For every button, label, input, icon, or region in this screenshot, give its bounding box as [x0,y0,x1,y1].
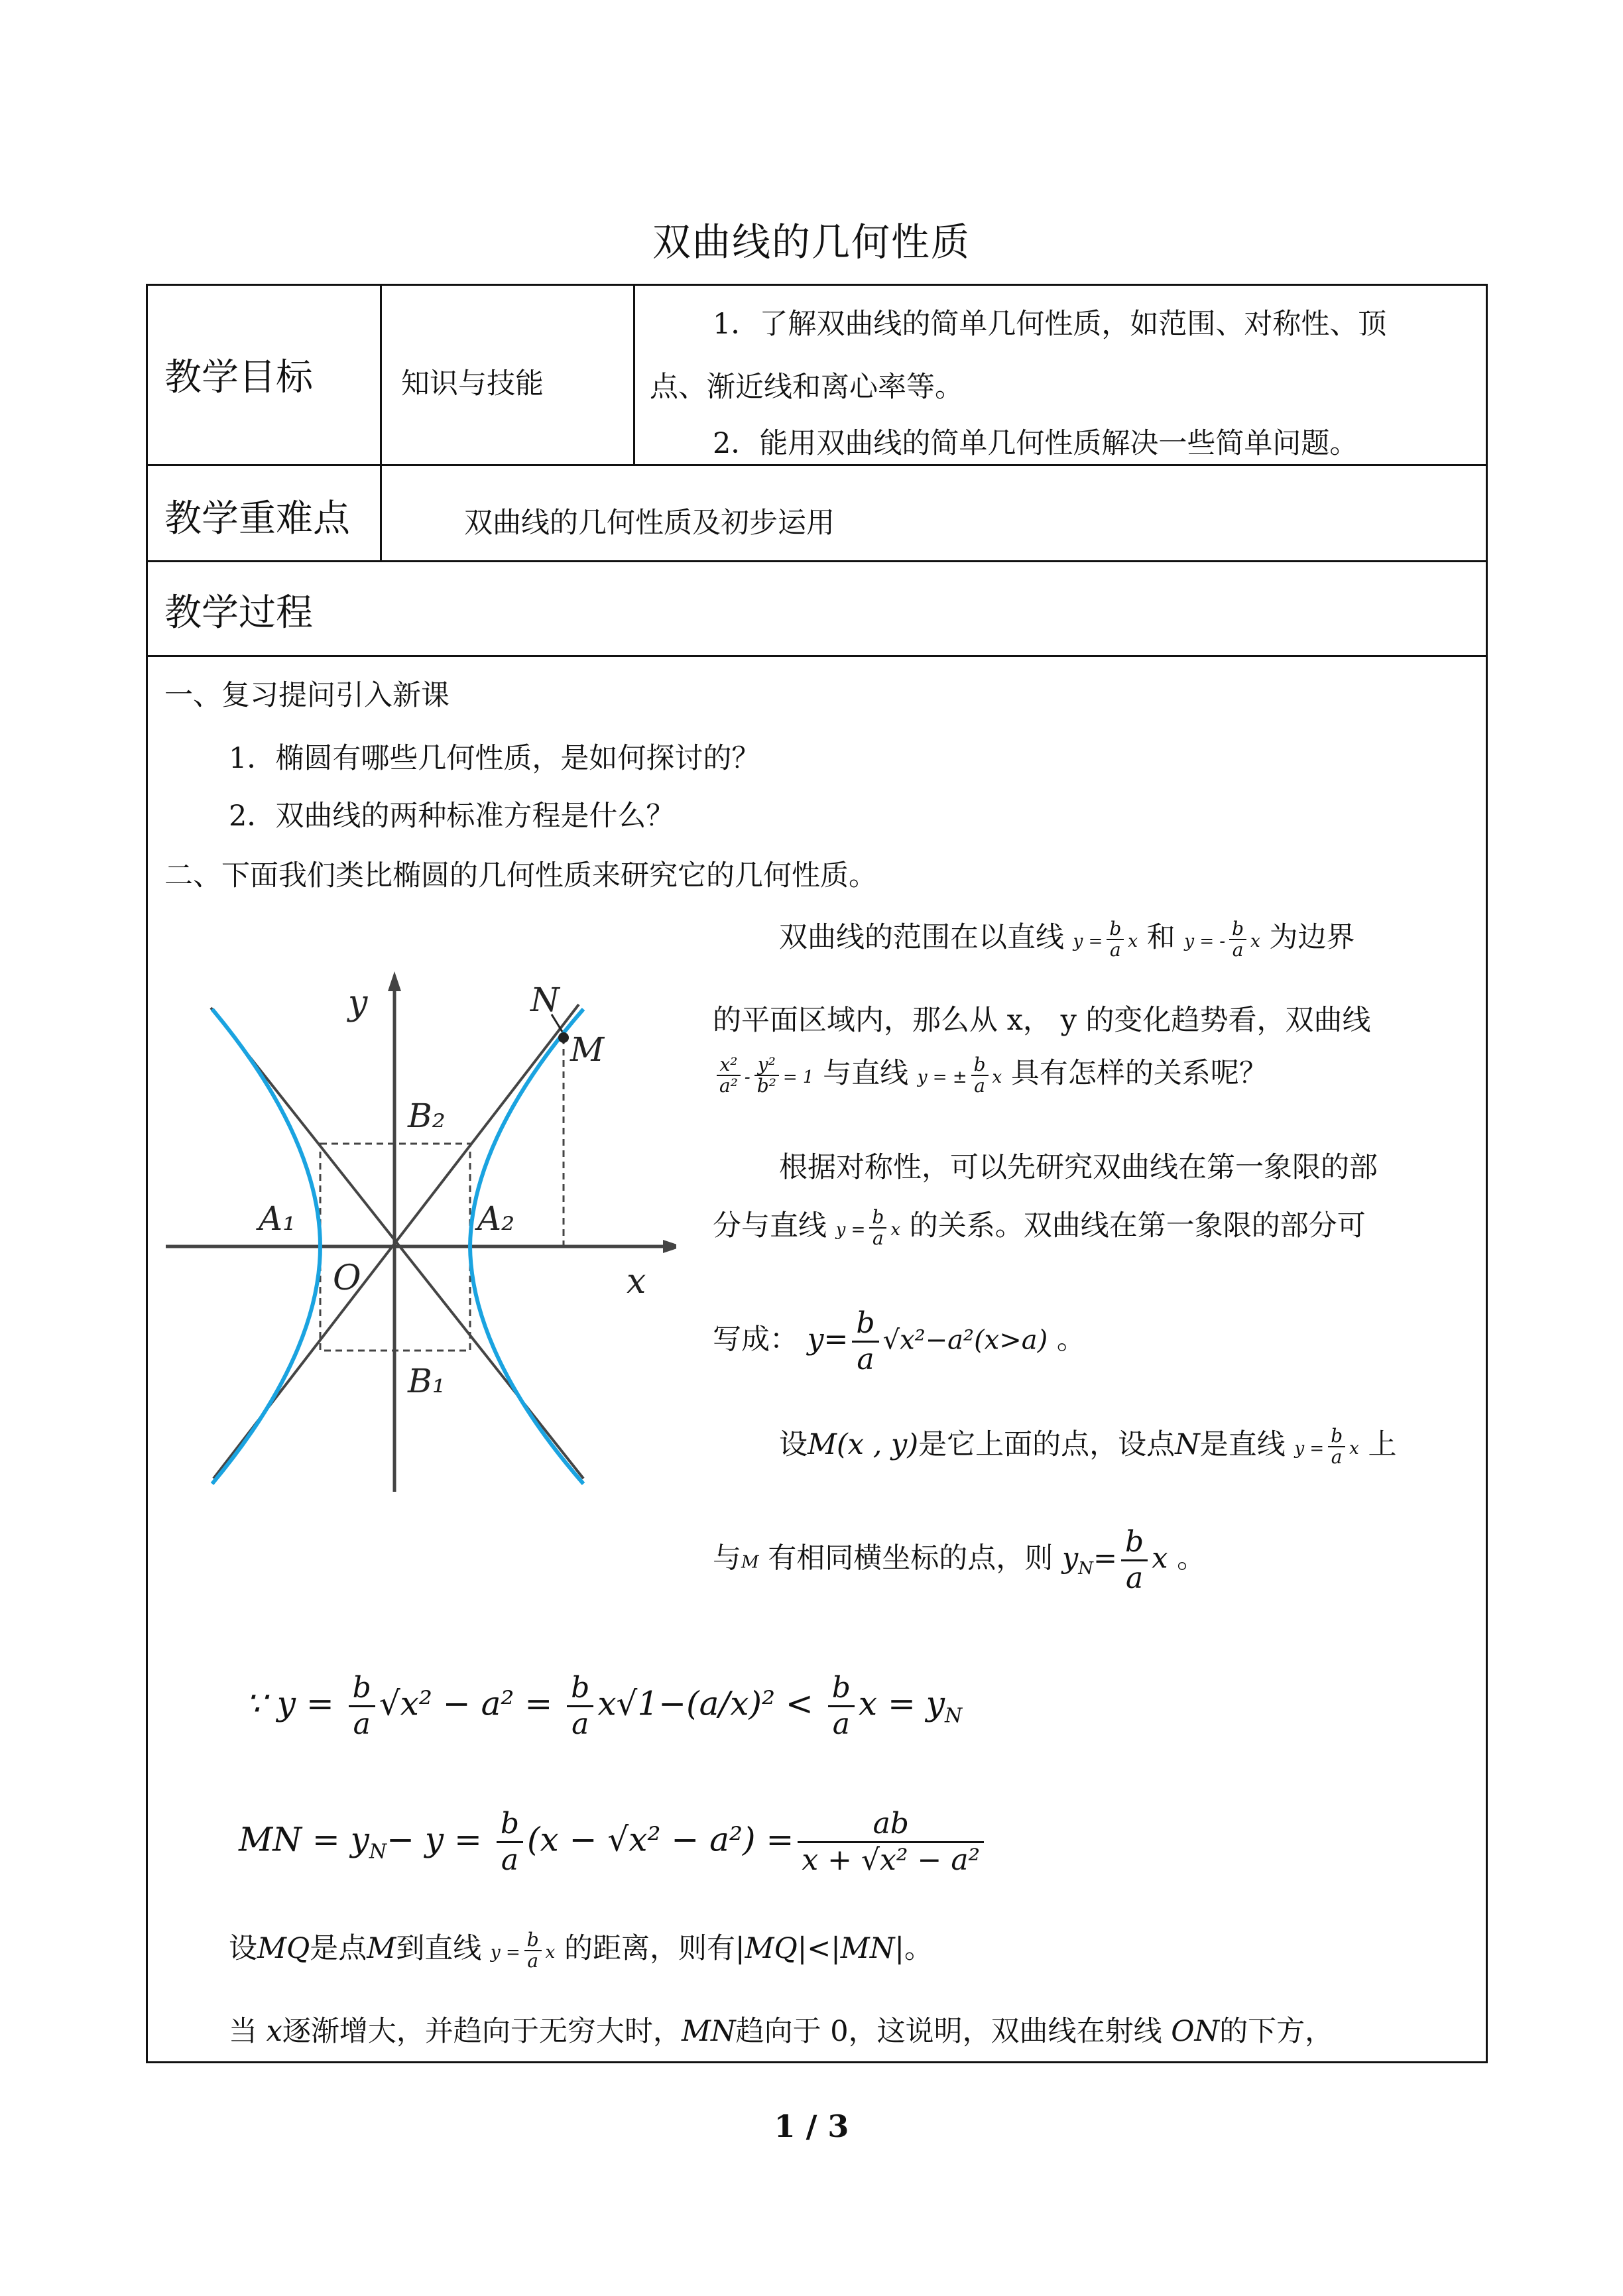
math-mn: MN [681,2015,736,2048]
math-y-eq: y = [835,1220,866,1240]
fraction-b-over-a [349,1671,375,1742]
text-fragment: 当 [229,2015,257,2048]
numerator: b [524,1930,542,1951]
math-paren: (x − √x² − a²) = [527,1820,794,1859]
text-fragment: 设 [779,1428,808,1461]
para-range-line-3 [713,1054,1268,1097]
math-eq: = [1093,1541,1118,1575]
formula-mn [239,1807,988,1878]
math-mn: MN = y [239,1820,369,1859]
text-fragment: 是它上面的点，设点 [918,1428,1175,1461]
label-o: O [333,1258,361,1298]
page-number: 1 / 3 [774,2108,849,2144]
math-end: x = y [858,1684,945,1723]
fraction-b-over-a [852,1306,878,1377]
col-divider [633,284,635,464]
math-on: ON [1171,2015,1220,2048]
text-fragment: 是点 [310,1932,367,1965]
fraction-b-over-a [524,1930,542,1971]
math-x: x [1128,932,1138,951]
label-a1: A₁ [259,1199,296,1238]
label-m: M [570,1030,605,1069]
row-divider [146,560,1488,562]
fraction-ab [798,1807,984,1878]
text-fragment: 的下方， [1219,2015,1334,2048]
focus-header: 教学重难点 [164,497,350,540]
objective-line-1: 1．了解双曲线的简单几何性质，如范围、对称性、顶 [713,308,1387,341]
math-eq1: = 1 [782,1067,814,1087]
para-curve-form [713,1306,1085,1377]
question-1: 1．椭圆有哪些几何性质，是如何探讨的？ [229,742,760,775]
para-point-line-1 [779,1425,1396,1468]
math-x: x [1152,1541,1168,1575]
fraction-b-over-a [971,1055,989,1096]
text-fragment: 与直线 [823,1057,909,1090]
numerator: b [1328,1426,1345,1447]
denominator: a [501,1843,519,1877]
para-limit [229,2012,1333,2051]
math-eq: = [524,1684,564,1723]
math-y: y [1061,1541,1079,1575]
math-sub-n: N [369,1840,387,1864]
denominator: a² [719,1075,738,1097]
numerator: ab [798,1807,984,1843]
fraction-b-over-a [1107,919,1124,960]
para-range-line-1 [779,918,1354,961]
objective-line-2: 点、渐近线和离心率等。 [650,371,963,404]
denominator: a [1110,939,1121,961]
math-sub-n: N [1078,1559,1094,1579]
numerator: b [1121,1525,1148,1561]
process-header: 教学过程 [164,591,313,634]
text-fragment: 有相同横坐标的点，则 [768,1541,1053,1575]
y-axis-arrow [388,971,401,991]
denominator: a [527,1950,539,1972]
math-minus-y: − y = [387,1820,493,1859]
section-heading-1: 一、复习提问引入新课 [164,679,450,712]
math-curve-root: √x²−a² [882,1325,975,1356]
numerator: x² [717,1055,741,1076]
denominator: a [1331,1446,1343,1468]
fraction-y2-b2 [754,1055,779,1096]
fraction-x2-a2 [717,1055,741,1096]
numerator: b [828,1671,855,1707]
text-fragment: 写成： [713,1323,798,1357]
math-lt: < [785,1684,824,1723]
numerator: b [971,1055,989,1076]
math-root-expanded: x√1−(a/x)² [597,1684,776,1723]
math-curve-y: y= [807,1322,849,1357]
denominator: a [1126,1561,1144,1595]
point-m [558,1032,569,1043]
label-a2: A₂ [477,1199,515,1238]
text-fragment: 。 [1177,1541,1206,1575]
text-fragment: 。 [1056,1323,1085,1357]
math-m: M [741,1552,759,1573]
text-fragment: 是直线 [1199,1428,1286,1461]
para-symmetry-line-1: 根据对称性，可以先研究双曲线在第一象限的部 [779,1151,1378,1184]
math-y-eq: y = [1294,1439,1325,1459]
numerator: b [1229,919,1246,940]
numerator: y² [754,1055,779,1076]
para-distance [229,1929,933,1972]
numerator: b [1107,919,1124,940]
para-range-line-2: 的平面区域内，那么从 x， y 的变化趋势看，双曲线 [713,1004,1371,1037]
math-y-eq: y = [490,1943,520,1963]
math-mq: MQ [257,1932,310,1965]
objective-subheader: 知识与技能 [401,367,544,400]
focus-text: 双曲线的几何性质及初步运用 [464,507,835,540]
fraction-b-over-a [1121,1525,1148,1596]
math-m: M [367,1932,396,1965]
numerator: b [869,1207,886,1229]
text-fragment: 上 [1368,1428,1397,1461]
text-fragment: 的距离，则有 [564,1932,736,1965]
label-b2: B₂ [408,1097,446,1135]
denominator: a [974,1075,985,1097]
objective-header: 教学目标 [164,356,313,399]
math-y-eq-neg: y = - [1184,932,1226,951]
math-x: x [266,2015,282,2048]
math-curve-cond: (x>a) [974,1325,1048,1356]
denominator: a [832,1707,850,1741]
denominator: a [1232,939,1244,961]
text-fragment: 为边界 [1269,921,1355,954]
fraction-b-over-a [828,1671,855,1742]
fraction-b-over-a [1229,919,1246,960]
section-heading-2: 二、下面我们类比椭圆的几何性质来研究它的几何性质。 [164,859,877,892]
text-fragment: 的关系。双曲线在第一象限的部分可 [909,1209,1366,1242]
text-fragment: 分与直线 [713,1209,827,1242]
denominator: x + √x² − a² [802,1843,981,1877]
hyperbola-figure [159,968,676,1498]
math-root: √x² − a² [379,1684,514,1723]
label-n: N [530,981,560,1019]
text-fragment: 到直线 [396,1932,482,1965]
fraction-b-over-a [869,1207,886,1248]
math-sub-n: N [945,1704,963,1728]
math-minus: - [744,1067,751,1087]
text-fragment: 。 [904,1932,933,1965]
formula-because [245,1671,962,1742]
objective-line-3: 2．能用双曲线的简单几何性质解决一些简单问题。 [713,427,1358,460]
label-b1: B₁ [408,1362,446,1400]
math-n: N [1175,1428,1200,1461]
numerator: b [567,1671,593,1707]
text-fragment: 和 [1146,921,1175,954]
math-x: x [890,1220,901,1240]
row-divider [146,464,1488,466]
row-divider [146,655,1488,657]
denominator: a [857,1343,874,1376]
numerator: b [852,1306,878,1343]
text-fragment: 具有怎样的关系呢？ [1010,1057,1268,1090]
math-pm: y = ± [917,1067,967,1087]
math-x: x [545,1943,556,1963]
math-point-m: M(x , y) [808,1428,919,1461]
para-symmetry-line-2 [713,1207,1366,1249]
fraction-b-over-a [497,1807,523,1878]
col-divider [380,284,382,560]
text-fragment: 双曲线的范围在以直线 [779,921,1064,954]
label-y: y [348,983,368,1023]
label-x: x [627,1262,646,1301]
math-x: x [1250,932,1260,951]
math-y-eq: y = [1073,932,1103,951]
denominator: a [353,1707,371,1741]
numerator: b [497,1807,523,1843]
denominator: a [872,1227,884,1249]
text-fragment: 设 [229,1932,257,1965]
para-point-line-2 [713,1525,1205,1596]
math-x: x [992,1067,1002,1087]
question-2: 2．双曲线的两种标准方程是什么？ [229,800,675,833]
text-fragment: 与 [713,1541,741,1575]
text-fragment: 趋向于 0，这说明，双曲线在射线 [735,2015,1162,2048]
math-because: ∵ y = [245,1684,345,1723]
text-fragment: 逐渐增大，并趋向于无穷大时， [282,2015,682,2048]
fraction-b-over-a [567,1671,593,1742]
denominator: a [571,1707,589,1741]
numerator: b [349,1671,375,1707]
math-x: x [1349,1439,1359,1459]
page-title: 双曲线的几何性质 [652,219,971,265]
denominator: b² [756,1075,776,1097]
math-abs: |MQ|<|MN| [735,1932,904,1965]
x-axis-arrow [663,1240,676,1253]
fraction-b-over-a [1328,1426,1345,1467]
